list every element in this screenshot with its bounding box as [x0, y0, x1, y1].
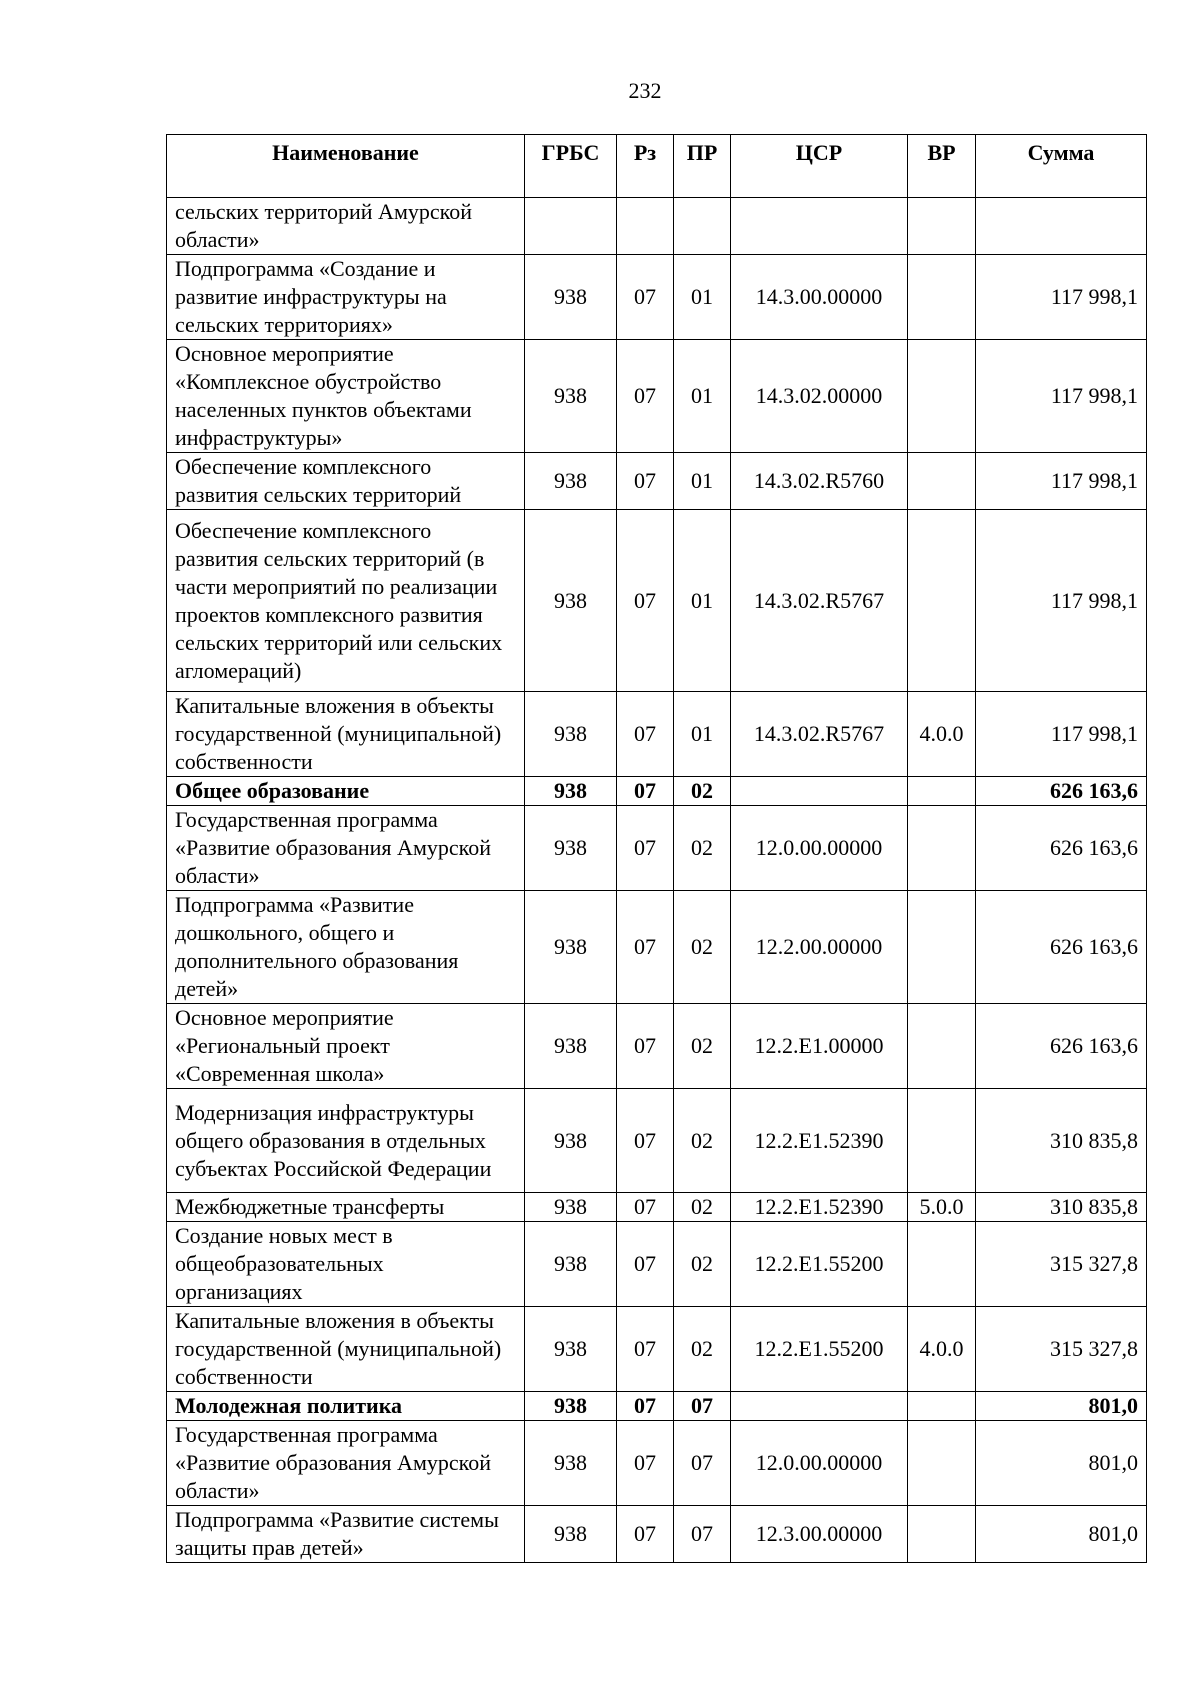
cell-sum: 117 998,1: [976, 510, 1147, 692]
cell-grbs: 938: [525, 1193, 617, 1222]
cell-pr: 02: [674, 1307, 731, 1392]
cell-pr: 02: [674, 1193, 731, 1222]
cell-rz: 07: [617, 1307, 674, 1392]
cell-name: Обеспечение комплексного развития сельских территорий (в части мероприятий по реализации проектов комплексного развития сельских территорий или сельских агломераций): [167, 510, 525, 692]
table-row: [167, 692, 1147, 777]
cell-name: Межбюджетные трансферты: [167, 1193, 525, 1222]
cell-sum: 801,0: [976, 1392, 1147, 1421]
cell-grbs: 938: [525, 1307, 617, 1392]
cell-name: Основное мероприятие «Региональный проект «Современная школа»: [167, 1004, 525, 1089]
table-row: [167, 510, 1147, 692]
cell-pr: 07: [674, 1421, 731, 1506]
cell-csr: 12.3.00.00000: [731, 1506, 908, 1563]
cell-vr: 4.0.0: [908, 1307, 976, 1392]
cell-name: Модернизация инфраструктуры общего образования в отдельных субъектах Российской Федерации: [167, 1089, 525, 1193]
cell-vr: [908, 1222, 976, 1307]
cell-vr: 4.0.0: [908, 692, 976, 777]
cell-vr: [908, 510, 976, 692]
cell-vr: [908, 1421, 976, 1506]
cell-name: Государственная программа «Развитие образования Амурской области»: [167, 806, 525, 891]
table-row: [167, 1392, 1147, 1421]
table-row: [167, 340, 1147, 453]
cell-csr: 12.2.E1.52390: [731, 1193, 908, 1222]
table-row: [167, 1307, 1147, 1392]
cell-vr: [908, 1506, 976, 1563]
cell-csr: [731, 1392, 908, 1421]
cell-pr: 02: [674, 891, 731, 1004]
cell-vr: [908, 1392, 976, 1421]
cell-sum: 801,0: [976, 1421, 1147, 1506]
header-name: Наименование: [167, 135, 525, 198]
cell-name: Капитальные вложения в объекты государственной (муниципальной) собственности: [167, 1307, 525, 1392]
cell-pr: 01: [674, 692, 731, 777]
cell-rz: 07: [617, 255, 674, 340]
header-grbs: ГРБС: [525, 135, 617, 198]
cell-sum: [976, 198, 1147, 255]
cell-grbs: 938: [525, 453, 617, 510]
table-row: [167, 198, 1147, 255]
cell-pr: 02: [674, 1004, 731, 1089]
cell-grbs: 938: [525, 891, 617, 1004]
cell-sum: 626 163,6: [976, 777, 1147, 806]
cell-csr: 14.3.02.R5767: [731, 692, 908, 777]
cell-name: Основное мероприятие «Комплексное обустройство населенных пунктов объектами инфраструктуры»: [167, 340, 525, 453]
cell-csr: 14.3.02.R5760: [731, 453, 908, 510]
cell-vr: [908, 198, 976, 255]
cell-rz: 07: [617, 692, 674, 777]
header-pr: ПР: [674, 135, 731, 198]
cell-pr: 01: [674, 453, 731, 510]
table-row: [167, 255, 1147, 340]
table-header-row: [167, 135, 1147, 198]
cell-csr: 14.3.02.00000: [731, 340, 908, 453]
cell-grbs: 938: [525, 1089, 617, 1193]
cell-csr: 12.2.00.00000: [731, 891, 908, 1004]
cell-pr: 02: [674, 777, 731, 806]
table-row: [167, 1193, 1147, 1222]
cell-vr: [908, 255, 976, 340]
cell-rz: 07: [617, 510, 674, 692]
cell-pr: 01: [674, 340, 731, 453]
cell-vr: [908, 806, 976, 891]
cell-rz: 07: [617, 891, 674, 1004]
table-row: [167, 1222, 1147, 1307]
cell-csr: 12.0.00.00000: [731, 806, 908, 891]
cell-grbs: 938: [525, 340, 617, 453]
cell-sum: 626 163,6: [976, 1004, 1147, 1089]
cell-sum: 310 835,8: [976, 1193, 1147, 1222]
cell-pr: [674, 198, 731, 255]
cell-rz: 07: [617, 1004, 674, 1089]
cell-rz: 07: [617, 453, 674, 510]
cell-rz: 07: [617, 1222, 674, 1307]
table-row: [167, 777, 1147, 806]
cell-sum: 626 163,6: [976, 806, 1147, 891]
table-row: [167, 1421, 1147, 1506]
cell-vr: [908, 1004, 976, 1089]
cell-grbs: 938: [525, 255, 617, 340]
cell-sum: 315 327,8: [976, 1307, 1147, 1392]
cell-csr: 14.3.02.R5767: [731, 510, 908, 692]
cell-sum: 117 998,1: [976, 453, 1147, 510]
cell-vr: [908, 340, 976, 453]
cell-csr: 12.0.00.00000: [731, 1421, 908, 1506]
cell-pr: 02: [674, 806, 731, 891]
cell-csr: 12.2.E1.00000: [731, 1004, 908, 1089]
cell-csr: 12.2.E1.52390: [731, 1089, 908, 1193]
cell-pr: 01: [674, 255, 731, 340]
cell-csr: 14.3.00.00000: [731, 255, 908, 340]
cell-name: Подпрограмма «Развитие системы защиты прав детей»: [167, 1506, 525, 1563]
header-rz: Рз: [617, 135, 674, 198]
cell-grbs: 938: [525, 1392, 617, 1421]
cell-sum: 626 163,6: [976, 891, 1147, 1004]
cell-name: Государственная программа «Развитие образования Амурской области»: [167, 1421, 525, 1506]
cell-grbs: [525, 198, 617, 255]
header-sum: Сумма: [976, 135, 1147, 198]
cell-name: Молодежная политика: [167, 1392, 525, 1421]
table-row: [167, 806, 1147, 891]
cell-vr: [908, 891, 976, 1004]
cell-vr: [908, 1089, 976, 1193]
cell-name: Подпрограмма «Создание и развитие инфраструктуры на сельских территориях»: [167, 255, 525, 340]
cell-rz: 07: [617, 340, 674, 453]
cell-pr: 02: [674, 1222, 731, 1307]
cell-pr: 02: [674, 1089, 731, 1193]
cell-name: Создание новых мест в общеобразовательных организациях: [167, 1222, 525, 1307]
cell-sum: 801,0: [976, 1506, 1147, 1563]
cell-grbs: 938: [525, 777, 617, 806]
cell-grbs: 938: [525, 806, 617, 891]
cell-grbs: 938: [525, 1222, 617, 1307]
budget-table: [166, 134, 1147, 1563]
cell-rz: 07: [617, 1193, 674, 1222]
cell-rz: 07: [617, 1392, 674, 1421]
cell-vr: [908, 777, 976, 806]
table-row: [167, 1004, 1147, 1089]
cell-csr: [731, 777, 908, 806]
header-vr: ВР: [908, 135, 976, 198]
table-row: [167, 453, 1147, 510]
cell-grbs: 938: [525, 1506, 617, 1563]
cell-grbs: 938: [525, 510, 617, 692]
cell-name: сельских территорий Амурской области»: [167, 198, 525, 255]
table-body: [167, 198, 1147, 1563]
cell-rz: 07: [617, 806, 674, 891]
cell-rz: 07: [617, 1089, 674, 1193]
cell-csr: 12.2.E1.55200: [731, 1222, 908, 1307]
cell-name: Обеспечение комплексного развития сельских территорий: [167, 453, 525, 510]
cell-sum: 117 998,1: [976, 692, 1147, 777]
cell-name: Капитальные вложения в объекты государственной (муниципальной) собственности: [167, 692, 525, 777]
cell-rz: 07: [617, 1421, 674, 1506]
cell-grbs: 938: [525, 692, 617, 777]
cell-pr: 07: [674, 1506, 731, 1563]
table-row: [167, 1089, 1147, 1193]
cell-pr: 07: [674, 1392, 731, 1421]
cell-csr: [731, 198, 908, 255]
cell-grbs: 938: [525, 1421, 617, 1506]
cell-vr: [908, 453, 976, 510]
cell-vr: 5.0.0: [908, 1193, 976, 1222]
page-number: 232: [628, 78, 662, 103]
cell-name: Общее образование: [167, 777, 525, 806]
cell-pr: 01: [674, 510, 731, 692]
table-row: [167, 891, 1147, 1004]
cell-csr: 12.2.E1.55200: [731, 1307, 908, 1392]
cell-rz: [617, 198, 674, 255]
cell-sum: 310 835,8: [976, 1089, 1147, 1193]
cell-rz: 07: [617, 1506, 674, 1563]
cell-name: Подпрограмма «Развитие дошкольного, общего и дополнительного образования детей»: [167, 891, 525, 1004]
table-row: [167, 1506, 1147, 1563]
cell-sum: 315 327,8: [976, 1222, 1147, 1307]
cell-grbs: 938: [525, 1004, 617, 1089]
header-csr: ЦСР: [731, 135, 908, 198]
cell-rz: 07: [617, 777, 674, 806]
cell-sum: 117 998,1: [976, 255, 1147, 340]
cell-sum: 117 998,1: [976, 340, 1147, 453]
